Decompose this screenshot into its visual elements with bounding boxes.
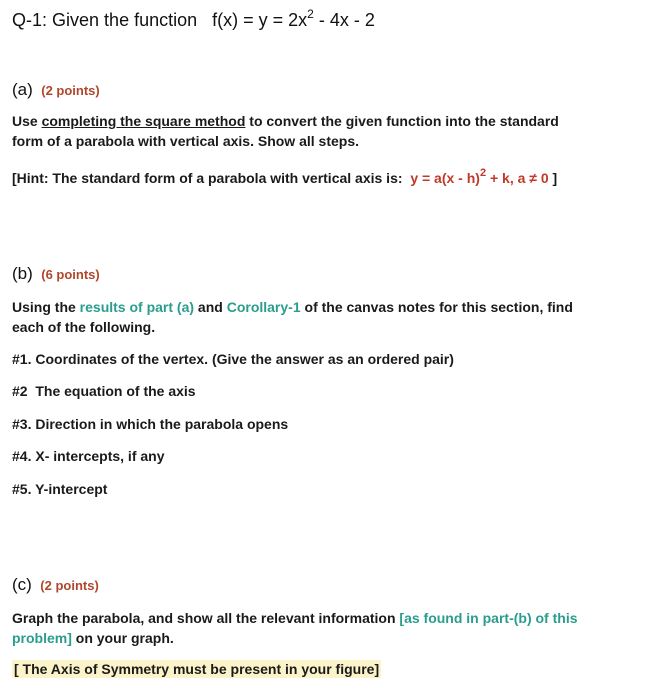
part-a-hint: [Hint: The standard form of a parabola with vertical axis is: y = a(x - h)$^2$ + k, a ≠ 0 ] [12, 167, 558, 186]
question-title [12, 7, 375, 31]
part-b-intro-line1: Using the results of part (a) and Corollary-1 of the canvas notes for this section, find [12, 299, 573, 315]
part-b-header [12, 264, 100, 284]
function-expression: $f(x) = y = 2x^2 - 4x - 2$ [212, 7, 375, 30]
part-a-points: (2 points) [41, 83, 100, 98]
part-c-points: (2 points) [40, 578, 99, 593]
part-c-header [12, 575, 99, 595]
part-b-item-5: #5. Y-intercept [12, 481, 108, 497]
part-a-header [12, 80, 100, 100]
part-b-reference: [as found in part-(b) of this [399, 610, 578, 626]
part-b-item-3: #3. Direction in which the parabola opens [12, 416, 289, 432]
corollary-ref: Corollary-1 [226, 299, 301, 315]
part-b-points: (6 points) [41, 267, 100, 282]
part-b-item-1: #1. Coordinates of the vertex. (Give the answer as an ordered pair) [12, 351, 454, 367]
part-a-instruction-line1: Use completing the square method to convert the given function into the standard [12, 113, 559, 129]
part-c-instruction-line1: Graph the parabola, and show all the relevant information [as found in part-(b) of this [12, 610, 578, 626]
part-b-item-2: #2 The equation of the axis [12, 383, 196, 399]
axis-symmetry-note: [ The Axis of Symmetry must be present in your figure] [14, 661, 380, 677]
completing-square-link: completing the square method [41, 113, 246, 129]
question-prefix: Given the function [52, 10, 198, 30]
part-b-intro-line2: each of the following. [12, 319, 156, 335]
part-b-item-4: #4. X- intercepts, if any [12, 448, 165, 464]
part-b-label: (b) [12, 264, 33, 283]
part-c-instruction-line2: problem] on your graph. [12, 630, 174, 646]
part-b-reference-end: problem] [12, 630, 72, 646]
part-a-instruction-line2: form of a parabola with vertical axis. Show all steps. [12, 133, 359, 149]
results-part-a-ref: results of part (a) [79, 299, 195, 315]
question-label: Q-1: [12, 10, 48, 30]
part-c-label: (c) [12, 575, 32, 594]
standard-form-formula: y = a(x - h)$^2$ + k, a ≠ 0 [410, 167, 549, 186]
part-c-note [12, 661, 381, 677]
part-a-label: (a) [12, 80, 33, 99]
